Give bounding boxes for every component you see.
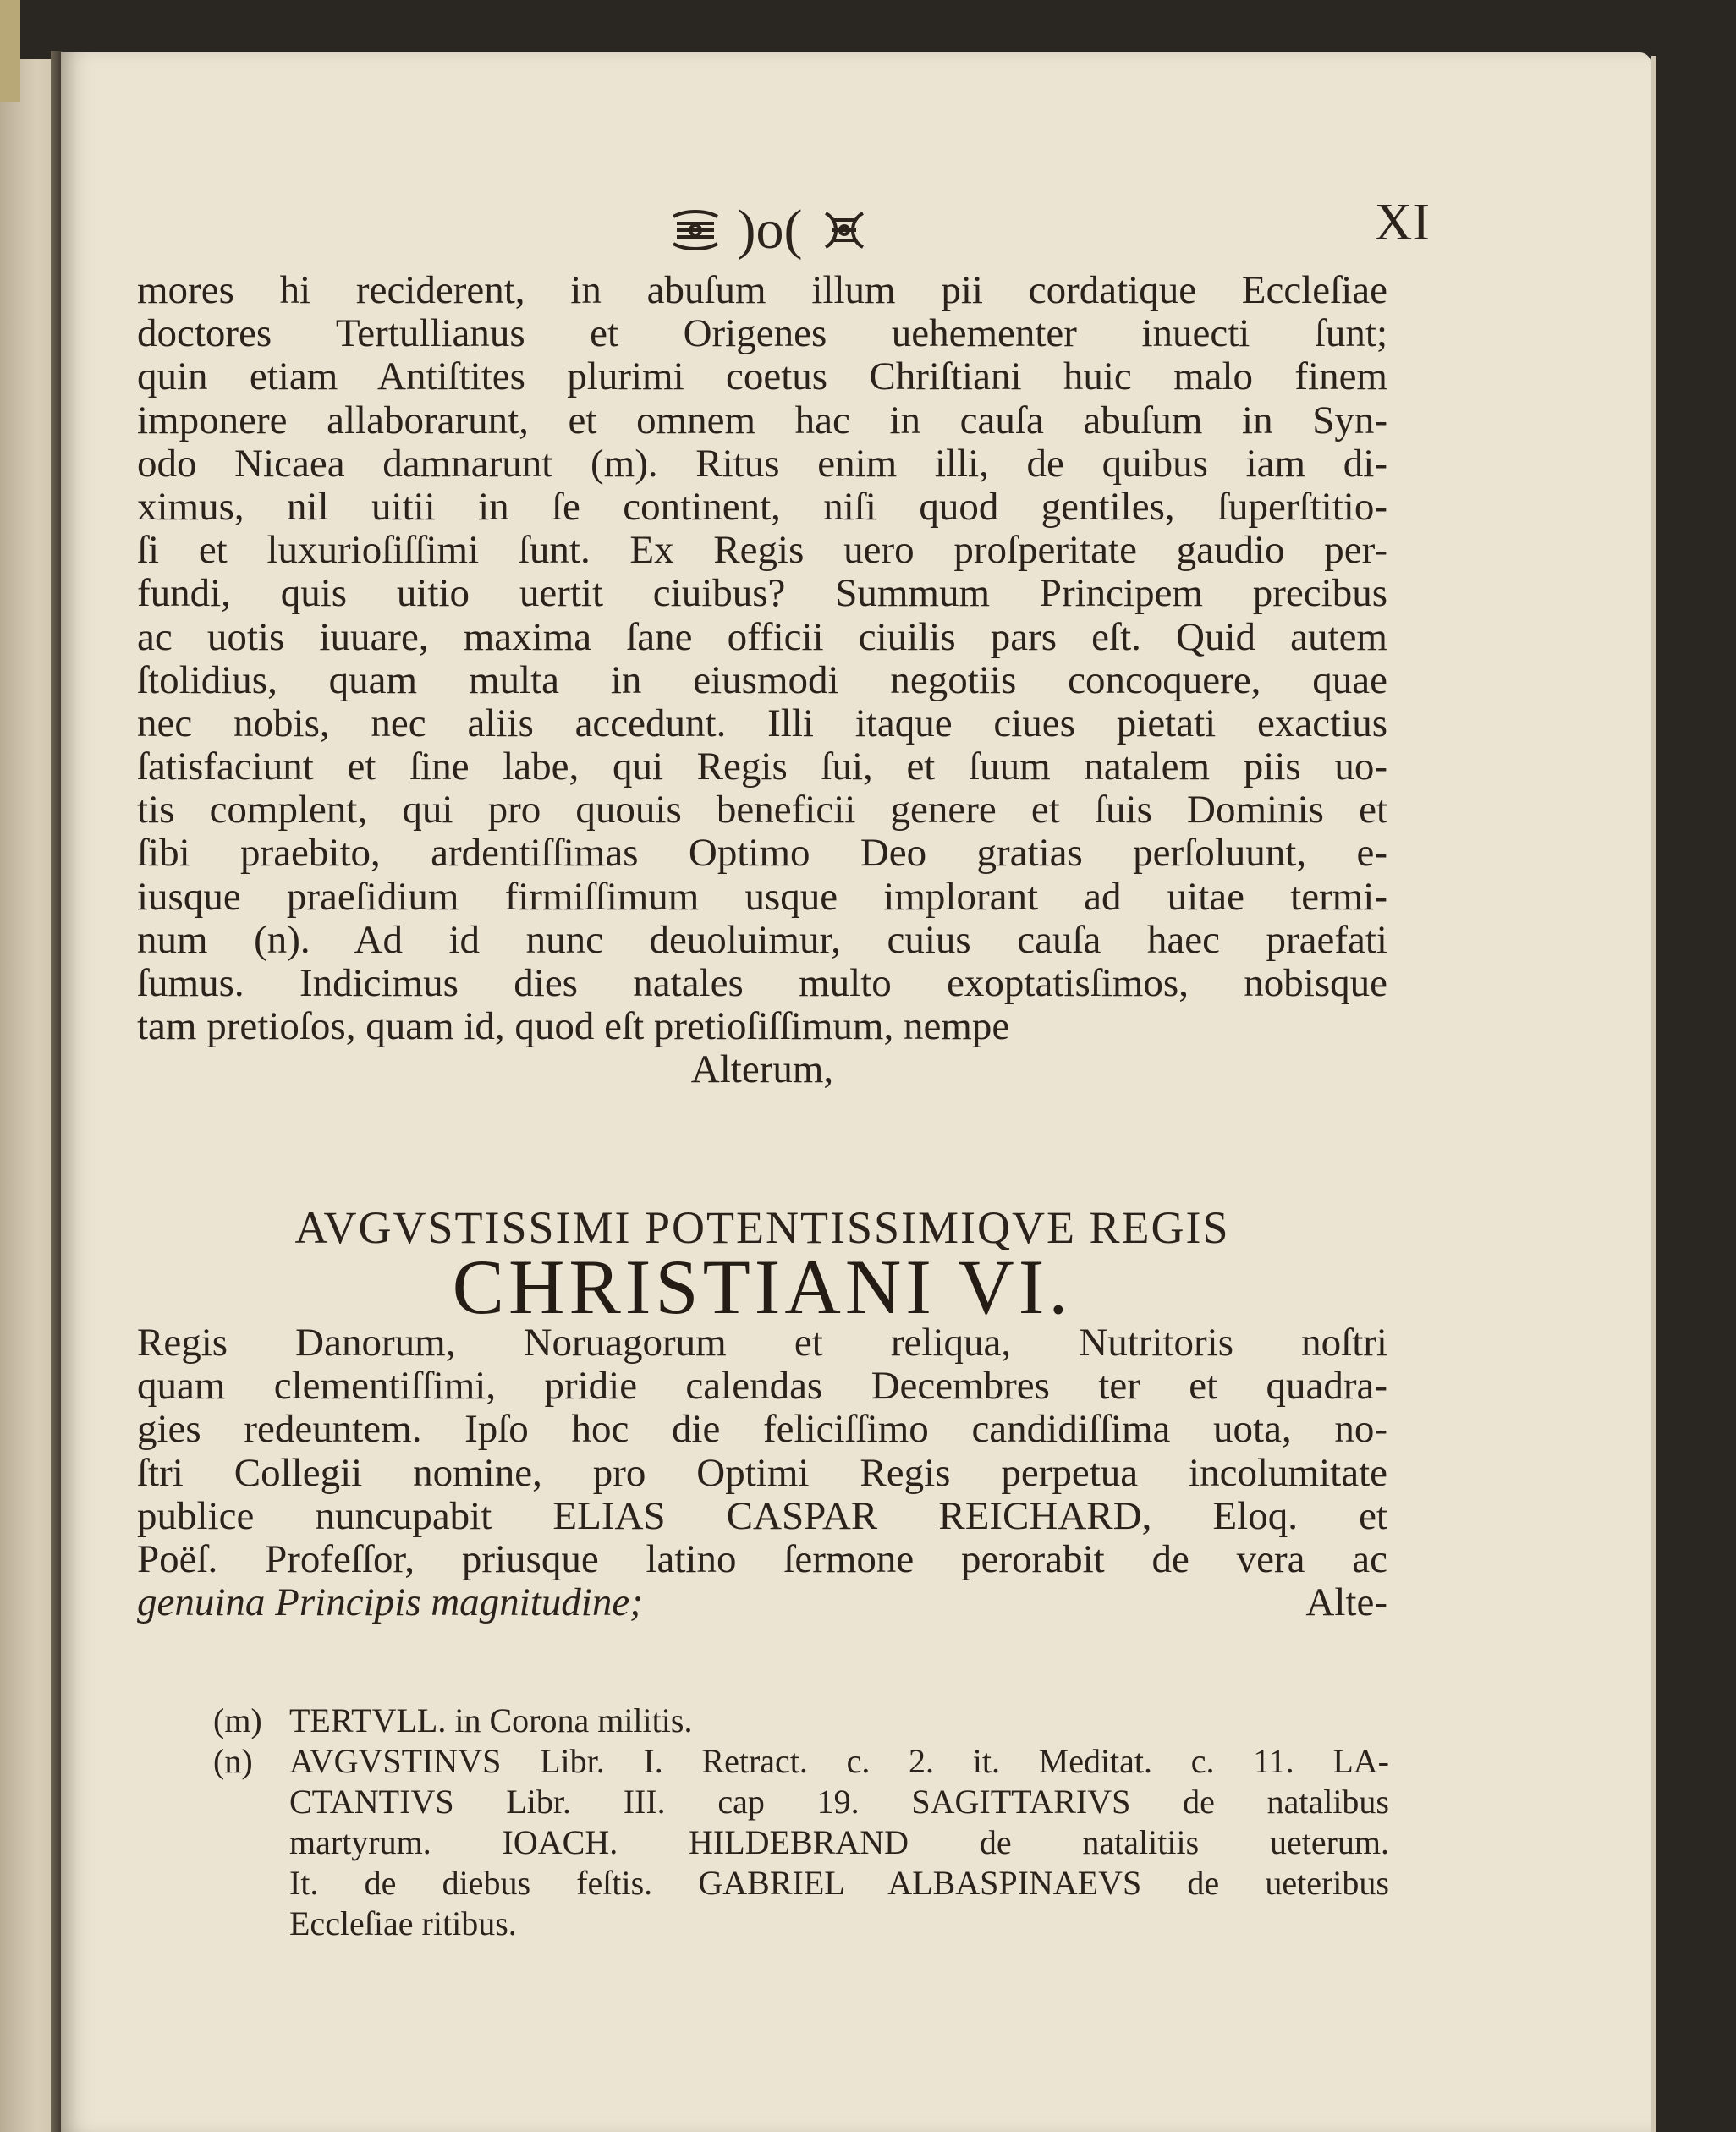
footnote-text [289,1741,1389,1944]
text-line: iusque praeſidium firmiſſimum usque implorant ad uitae termi- [137,874,1387,919]
text-line: ſi et luxurioſiſſimi ſunt. Ex Regis uero proſperitate gaudio per- [137,528,1387,573]
footnote-mark: (m) [213,1701,262,1739]
alterum-line: Alterum, [690,1047,834,1092]
text-line: ſtolidius, quam multa in eiusmodi negotiis concoquere, quae [137,657,1387,702]
text-line: nec nobis, nec aliis accedunt. Illi itaque ciues pietati exactius [137,701,1387,745]
footnote-m [213,1701,1389,1741]
text-line: ſibi praebito, ardentiſſimas Optimo Deo gratias perſoluunt, e- [137,831,1387,876]
text-line: quam clementiſſimi, pridie calendas Decembres ter et quadra- [137,1364,1387,1409]
footnote-line: CTANTIVS Libr. III. cap 19. SAGITTARIVS de natalibus [289,1783,1389,1821]
footnote-line: martyrum. IOACH. HILDEBRAND de natalitiis ueterum. [289,1823,1389,1861]
footnote-text [289,1701,1389,1741]
text-line: gies redeuntem. Ipſo hoc die feliciſſimo candidiſſima uota, no- [137,1407,1387,1452]
royal-title-heading: AVGVSTISSIMI POTENTISSIMIQVE REGIS [294,1202,1230,1253]
text-line: publice nuncupabit ELIAS CASPAR REICHARD, Eloq. et [137,1493,1387,1538]
text-line: Poëſ. Profeſſor, priusque latino ſermone perorabit de vera ac [137,1536,1387,1581]
text-line: ſtri Collegii nomine, pro Optimi Regis perpetua incolumitate [137,1450,1387,1495]
text-line: fundi, quis uitio uertit ciuibus? Summum Principem precibus [137,571,1387,616]
text-line: ximus, nil uitii in ſe continent, niſi quod gentiles, ſuperſtitio- [137,484,1387,529]
footnotes [213,1701,1389,1944]
text-line: mores hi reciderent, in abuſum illum pii cordatique Eccleſiae [137,268,1387,312]
text-line: quin etiam Antiſtites plurimi coetus Chriſtiani huic malo finem [137,354,1387,399]
second-paragraph [137,1322,1387,1624]
text-line: ac uotis iuuare, maxima ſane officii ciuilis pars eſt. Quid autem [137,614,1387,659]
fleuron-ornament-icon [668,208,722,252]
page-fore-edge [1651,56,1656,2132]
footnote-line: AVGVSTINVS Libr. I. Retract. c. 2. it. Meditat. c. 11. LA- [289,1742,1389,1780]
king-name-heading: CHRISTIANI VI. [452,1244,1073,1330]
running-header [592,196,948,264]
catchword: Alte- [1305,1580,1387,1625]
book-cover-edge [0,0,20,102]
footnote-line: It. de diebus feſtis. GABRIEL ALBASPINAEVS de ueteribus [289,1864,1389,1902]
text-line: ſumus. Indicimus dies natales multo exoptatisſimos, nobisque [137,961,1387,1005]
footnote-n [213,1741,1389,1944]
text-line: odo Nicaea damnarunt (m). Ritus enim illi, de quibus iam di- [137,441,1387,486]
text-line: tis complent, qui pro quouis beneficii genere et ſuis Dominis et [137,788,1387,832]
italic-title-fragment: genuina Principis magnitudine; [137,1580,643,1625]
header-center-text: )o( [737,199,803,261]
footnote-line: TERTVLL. in Corona militis. [289,1701,693,1739]
text-line: Regis Danorum, Noruagorum et reliqua, Nutritoris noſtri [137,1321,1387,1365]
text-line: imponere allaborarunt, et omnem hac in cauſa abuſum in Syn- [137,398,1387,442]
page-number: XI [1374,194,1430,251]
main-paragraph [137,269,1387,1092]
text-line: tam pretioſos, quam id, quod eſt pretioſiſſimum, nempe [137,1004,1010,1049]
text-line [137,1581,1387,1624]
text-line: ſatisfaciunt et ſine labe, qui Regis ſui, et ſuum natalem piis uo- [137,745,1387,789]
fleuron-ornament-icon [817,208,871,252]
footnote-mark: (n) [213,1742,253,1780]
text-line: doctores Tertullianus et Origenes uehementer inuecti ſunt; [137,311,1387,356]
footnote-line: Eccleſiae ritibus. [289,1904,517,1942]
text-line: num (n). Ad id nunc deuoluimur, cuius cauſa haec praefati [137,917,1387,962]
